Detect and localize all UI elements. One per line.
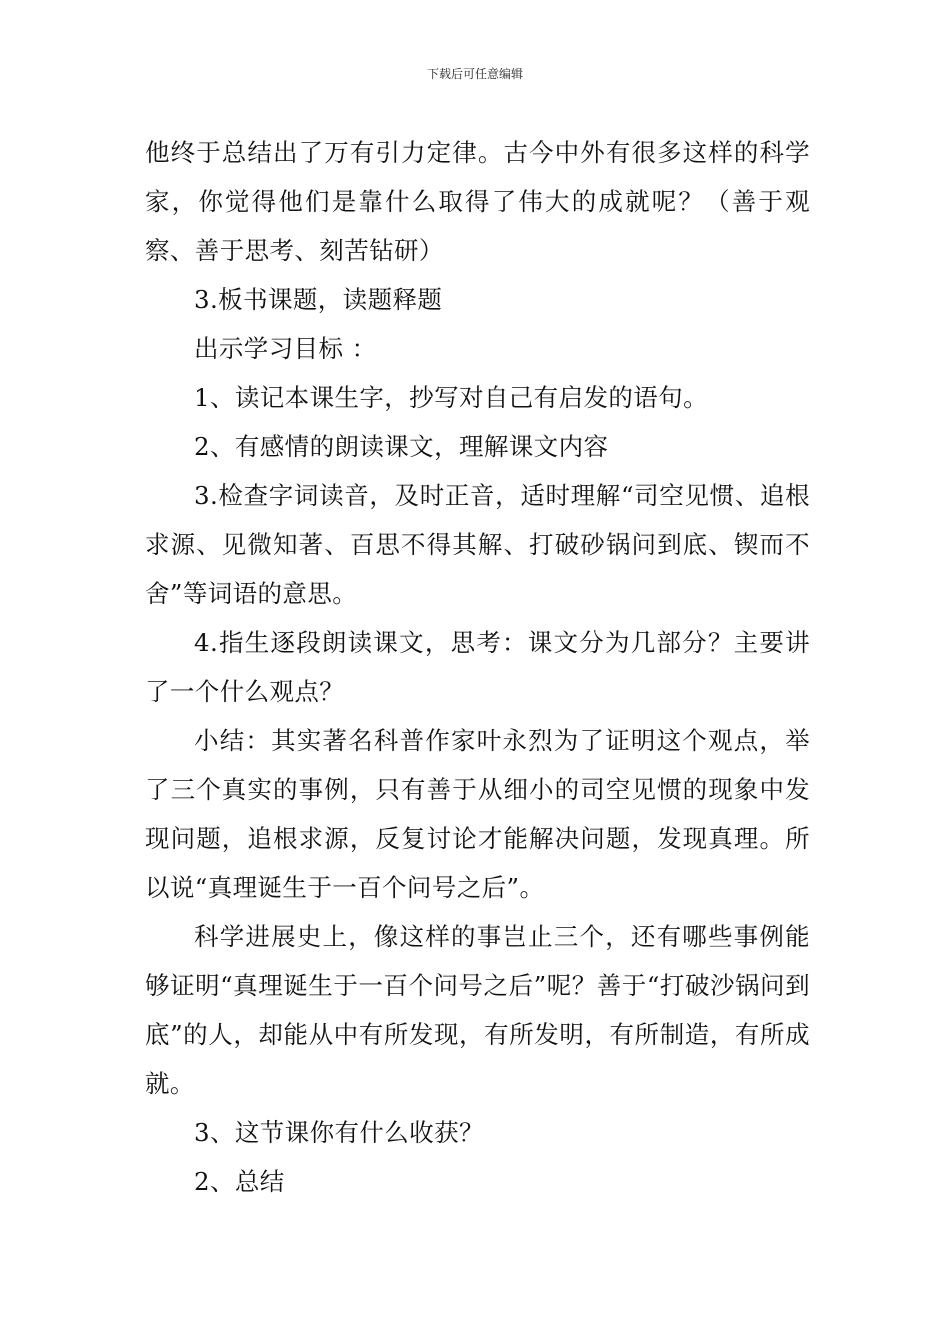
paragraph-6: 3.检查字词读音，及时正音，适时理解“司空见惯、追根求源、见微知著、百思不得其解、打破砂锅问到底、锲而不舍”等词语的意思。 xyxy=(145,481,810,608)
paragraph-11: 2、总结 xyxy=(194,1167,285,1196)
body-text xyxy=(145,128,810,1206)
paragraph-10: 3、这节课你有什么收获？ xyxy=(194,1118,484,1147)
paragraph-1: 他终于总结出了万有引力定律。古今中外有很多这样的科学家，你觉得他们是靠什么取得了伟大的成就呢？（善于观察、善于思考、刻苦钻研） xyxy=(145,138,810,265)
paragraph-3: 出示学习目标 ： xyxy=(194,334,377,363)
paragraph-7: 4.指生逐段朗读课文，思考：课文分为几部分？主要讲了一个什么观点？ xyxy=(145,628,810,706)
paragraph-2: 3.板书课题，读题释题 xyxy=(194,285,443,314)
page-header: 下载后可任意编辑 xyxy=(426,67,523,81)
paragraph-9: 科学进展史上，像这样的事岂止三个，还有哪些事例能够证明“真理诞生于一百个问号之后”呢？善于“打破沙锅问到底”的人，却能从中有所发现，有所发明，有所制造，有所成就。 xyxy=(145,922,810,1098)
paragraph-8: 小结：其实著名科普作家叶永烈为了证明这个观点，举了三个真实的事例，只有善于从细小的司空见惯的现象中发现问题，追根求源，反复讨论才能解决问题，发现真理。所以说“真理诞生于一百个问号之后”。 xyxy=(145,726,810,902)
paragraph-5: 2、有感情的朗读课文，理解课文内容 xyxy=(194,432,609,461)
paragraph-4: 1、读记本课生字，抄写对自己有启发的语句。 xyxy=(194,383,708,412)
